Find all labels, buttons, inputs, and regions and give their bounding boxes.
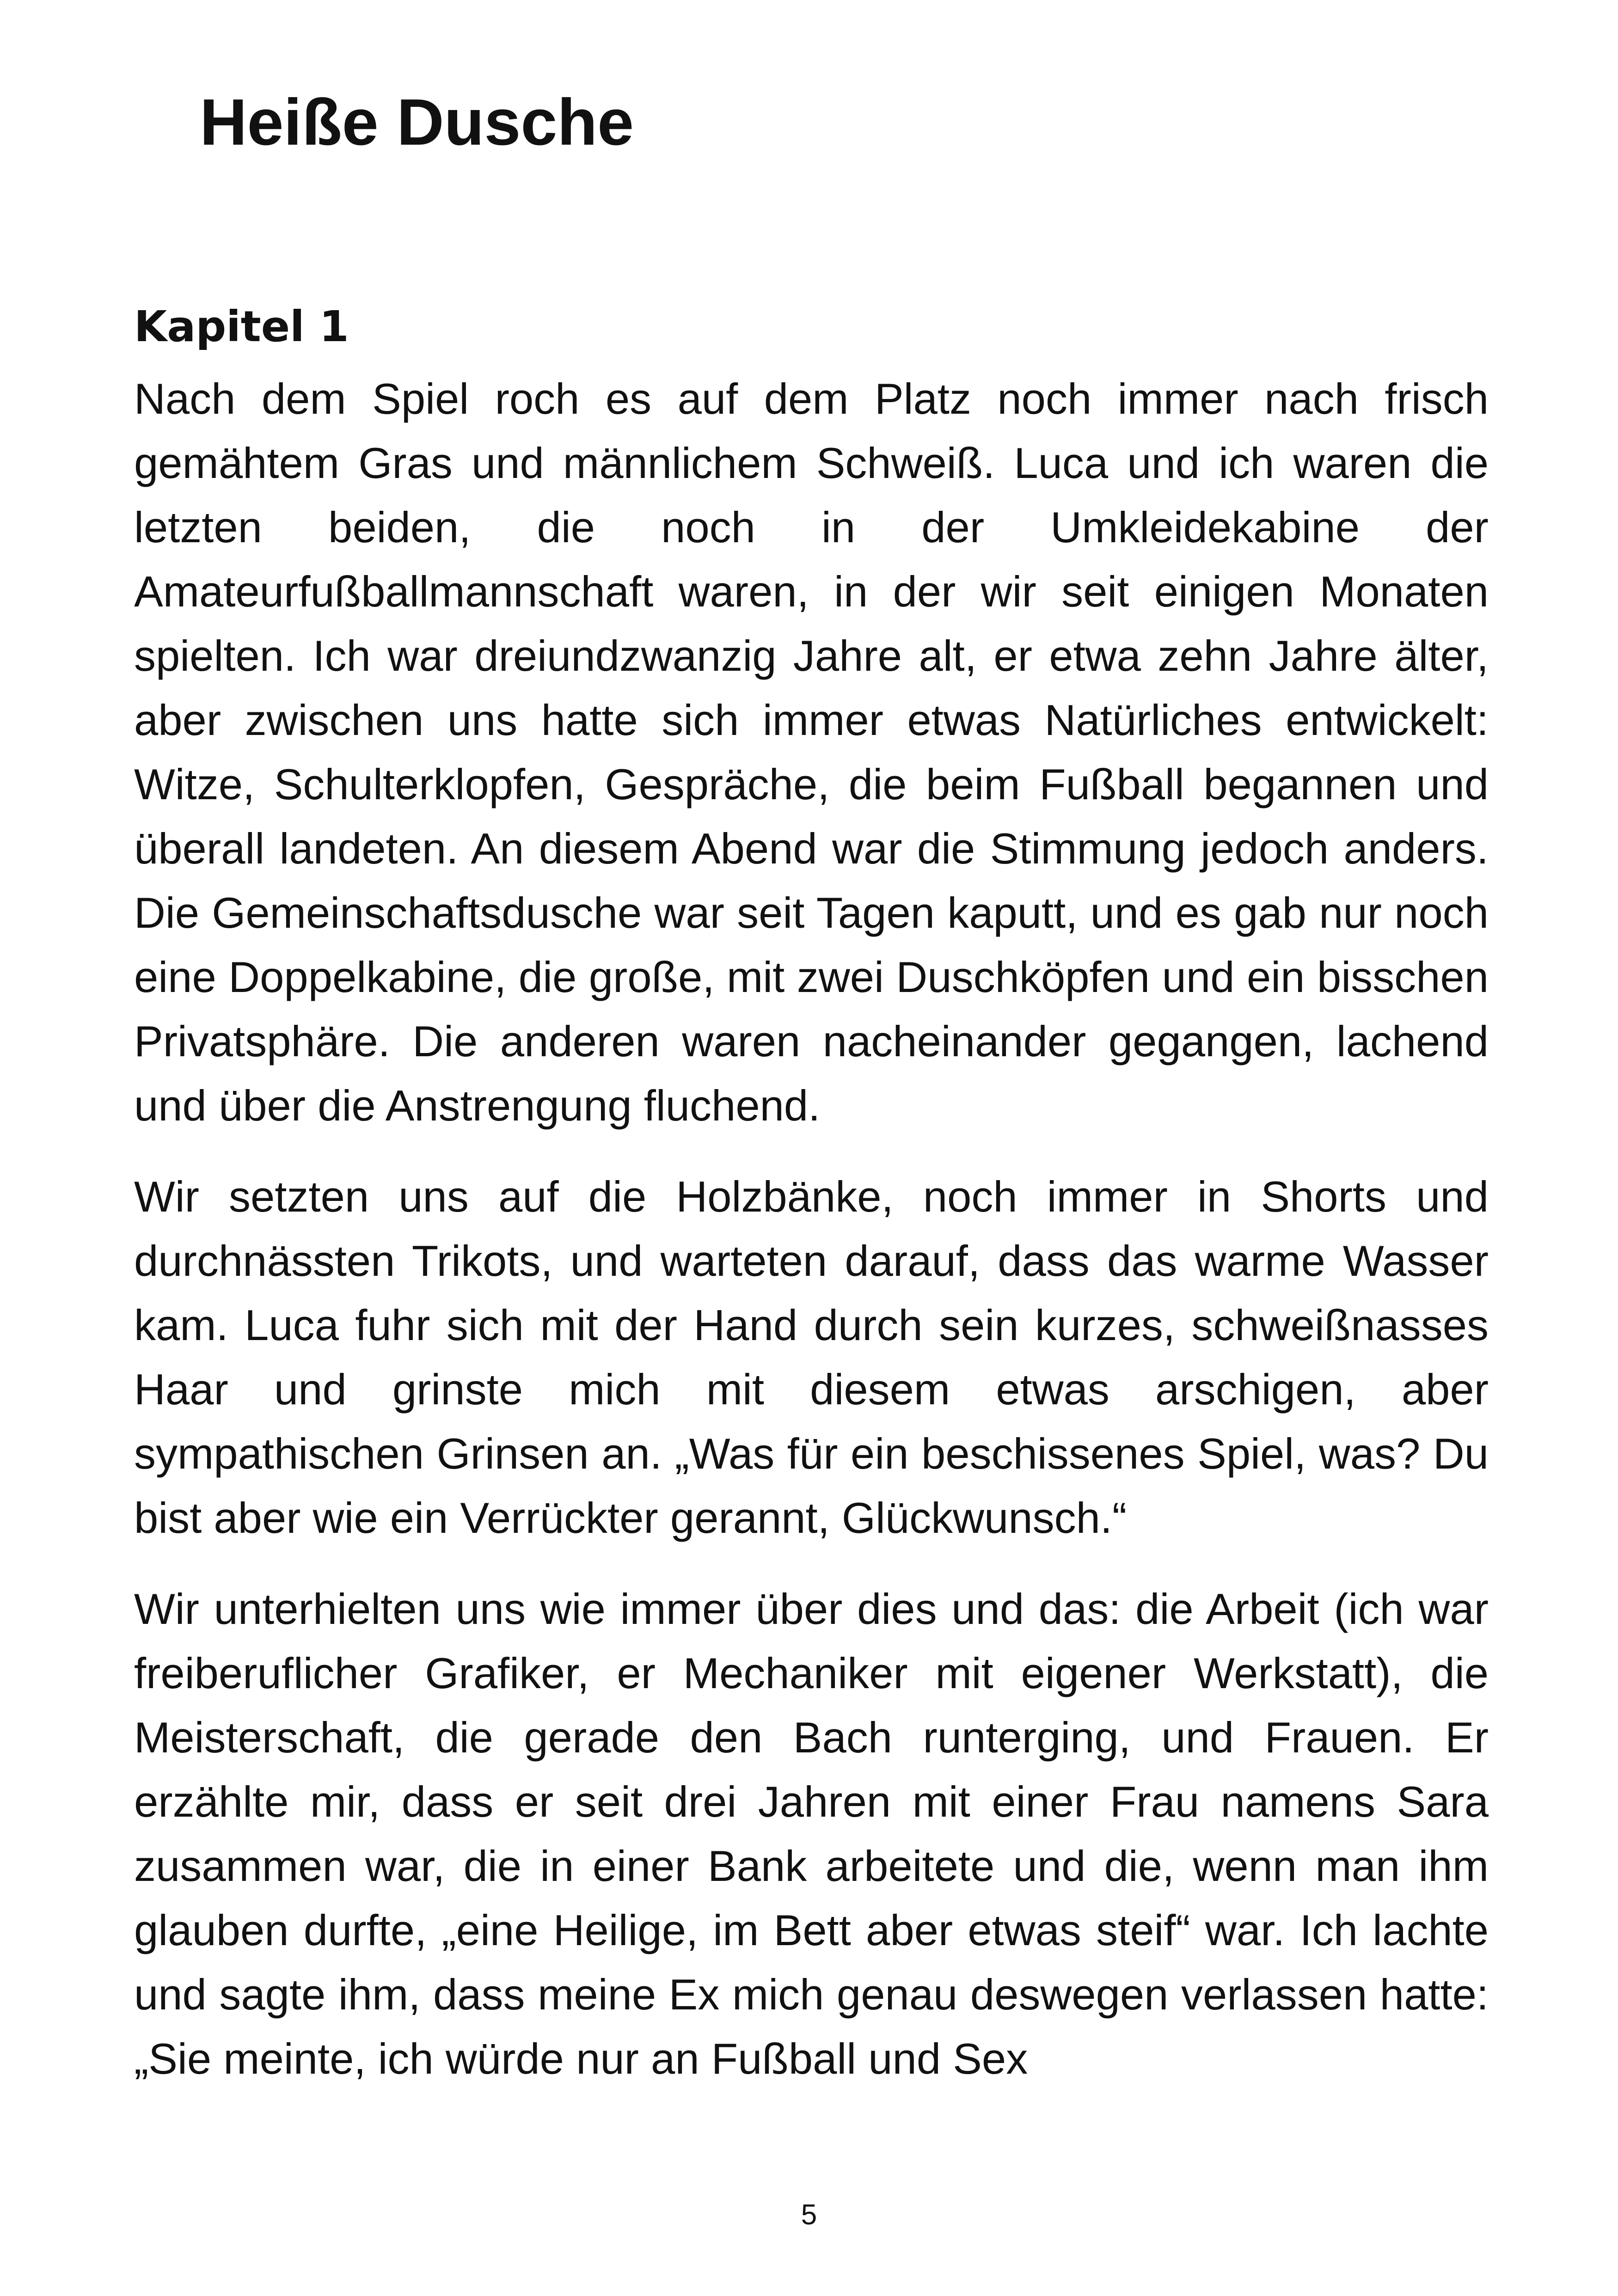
- paragraph-3: Wir unterhielten uns wie immer über dies und das: die Arbeit (ich war freiberuflicher Grafiker, er Mechaniker mit eigener Werkstatt), die Meisterschaft, die gerade den Bach runterging, und Frauen. Er erzählte mir, dass er seit drei Jahren mit einer Frau namens Sara zusammen war, die in einer Bank arbeitete und die, wenn man ihm glauben durfte, „eine Heilige, im Bett aber etwas steif“ war. Ich lachte und sagte ihm, dass meine Ex mich genau deswegen verlassen hatte: „Sie meinte, ich würde nur an Fußball und Sex: [134, 1585, 1489, 2083]
- paragraph-1: Nach dem Spiel roch es auf dem Platz noch immer nach frisch gemähtem Gras und männlichem Schweiß. Luca und ich waren die letzten beiden, die noch in der Umkleidekabine der Amateurfußballmannschaft waren, in der wir seit einigen Monaten spielten. Ich war dreiundzwanzig Jahre alt, er etwa zehn Jahre älter, aber zwischen uns hatte sich immer etwas Natürliches entwickelt: Witze, Schulterklopfen, Gespräche, die beim Fußball begannen und überall landeten. An diesem Abend war die Stimmung jedoch anders. Die Gemeinschaftsdusche war seit Tagen kaputt, und es gab nur noch eine Doppelkabine, die große, mit zwei Duschköpfen und ein bisschen Privatsphäre. Die anderen waren nacheinander gegangen, lachend und über die Anstrengung fluchend.: [134, 374, 1489, 1130]
- page-content: [134, 296, 1489, 2118]
- chapter-heading: Kapitel 1: [134, 302, 349, 351]
- paragraph-2: Wir setzten uns auf die Holzbänke, noch immer in Shorts und durchnässten Trikots, und warteten darauf, dass das warme Wasser kam. Luca fuhr sich mit der Hand durch sein kurzes, schweißnasses Haar und grinste mich mit diesem etwas arschigen, aber sympathischen Grinsen an. „Was für ein beschissenes Spiel, was? Du bist aber wie ein Verrückter gerannt, Glückwunsch.“: [134, 1172, 1489, 1543]
- book-title: Heiße Dusche: [200, 86, 634, 159]
- page-number: 5: [801, 2199, 817, 2231]
